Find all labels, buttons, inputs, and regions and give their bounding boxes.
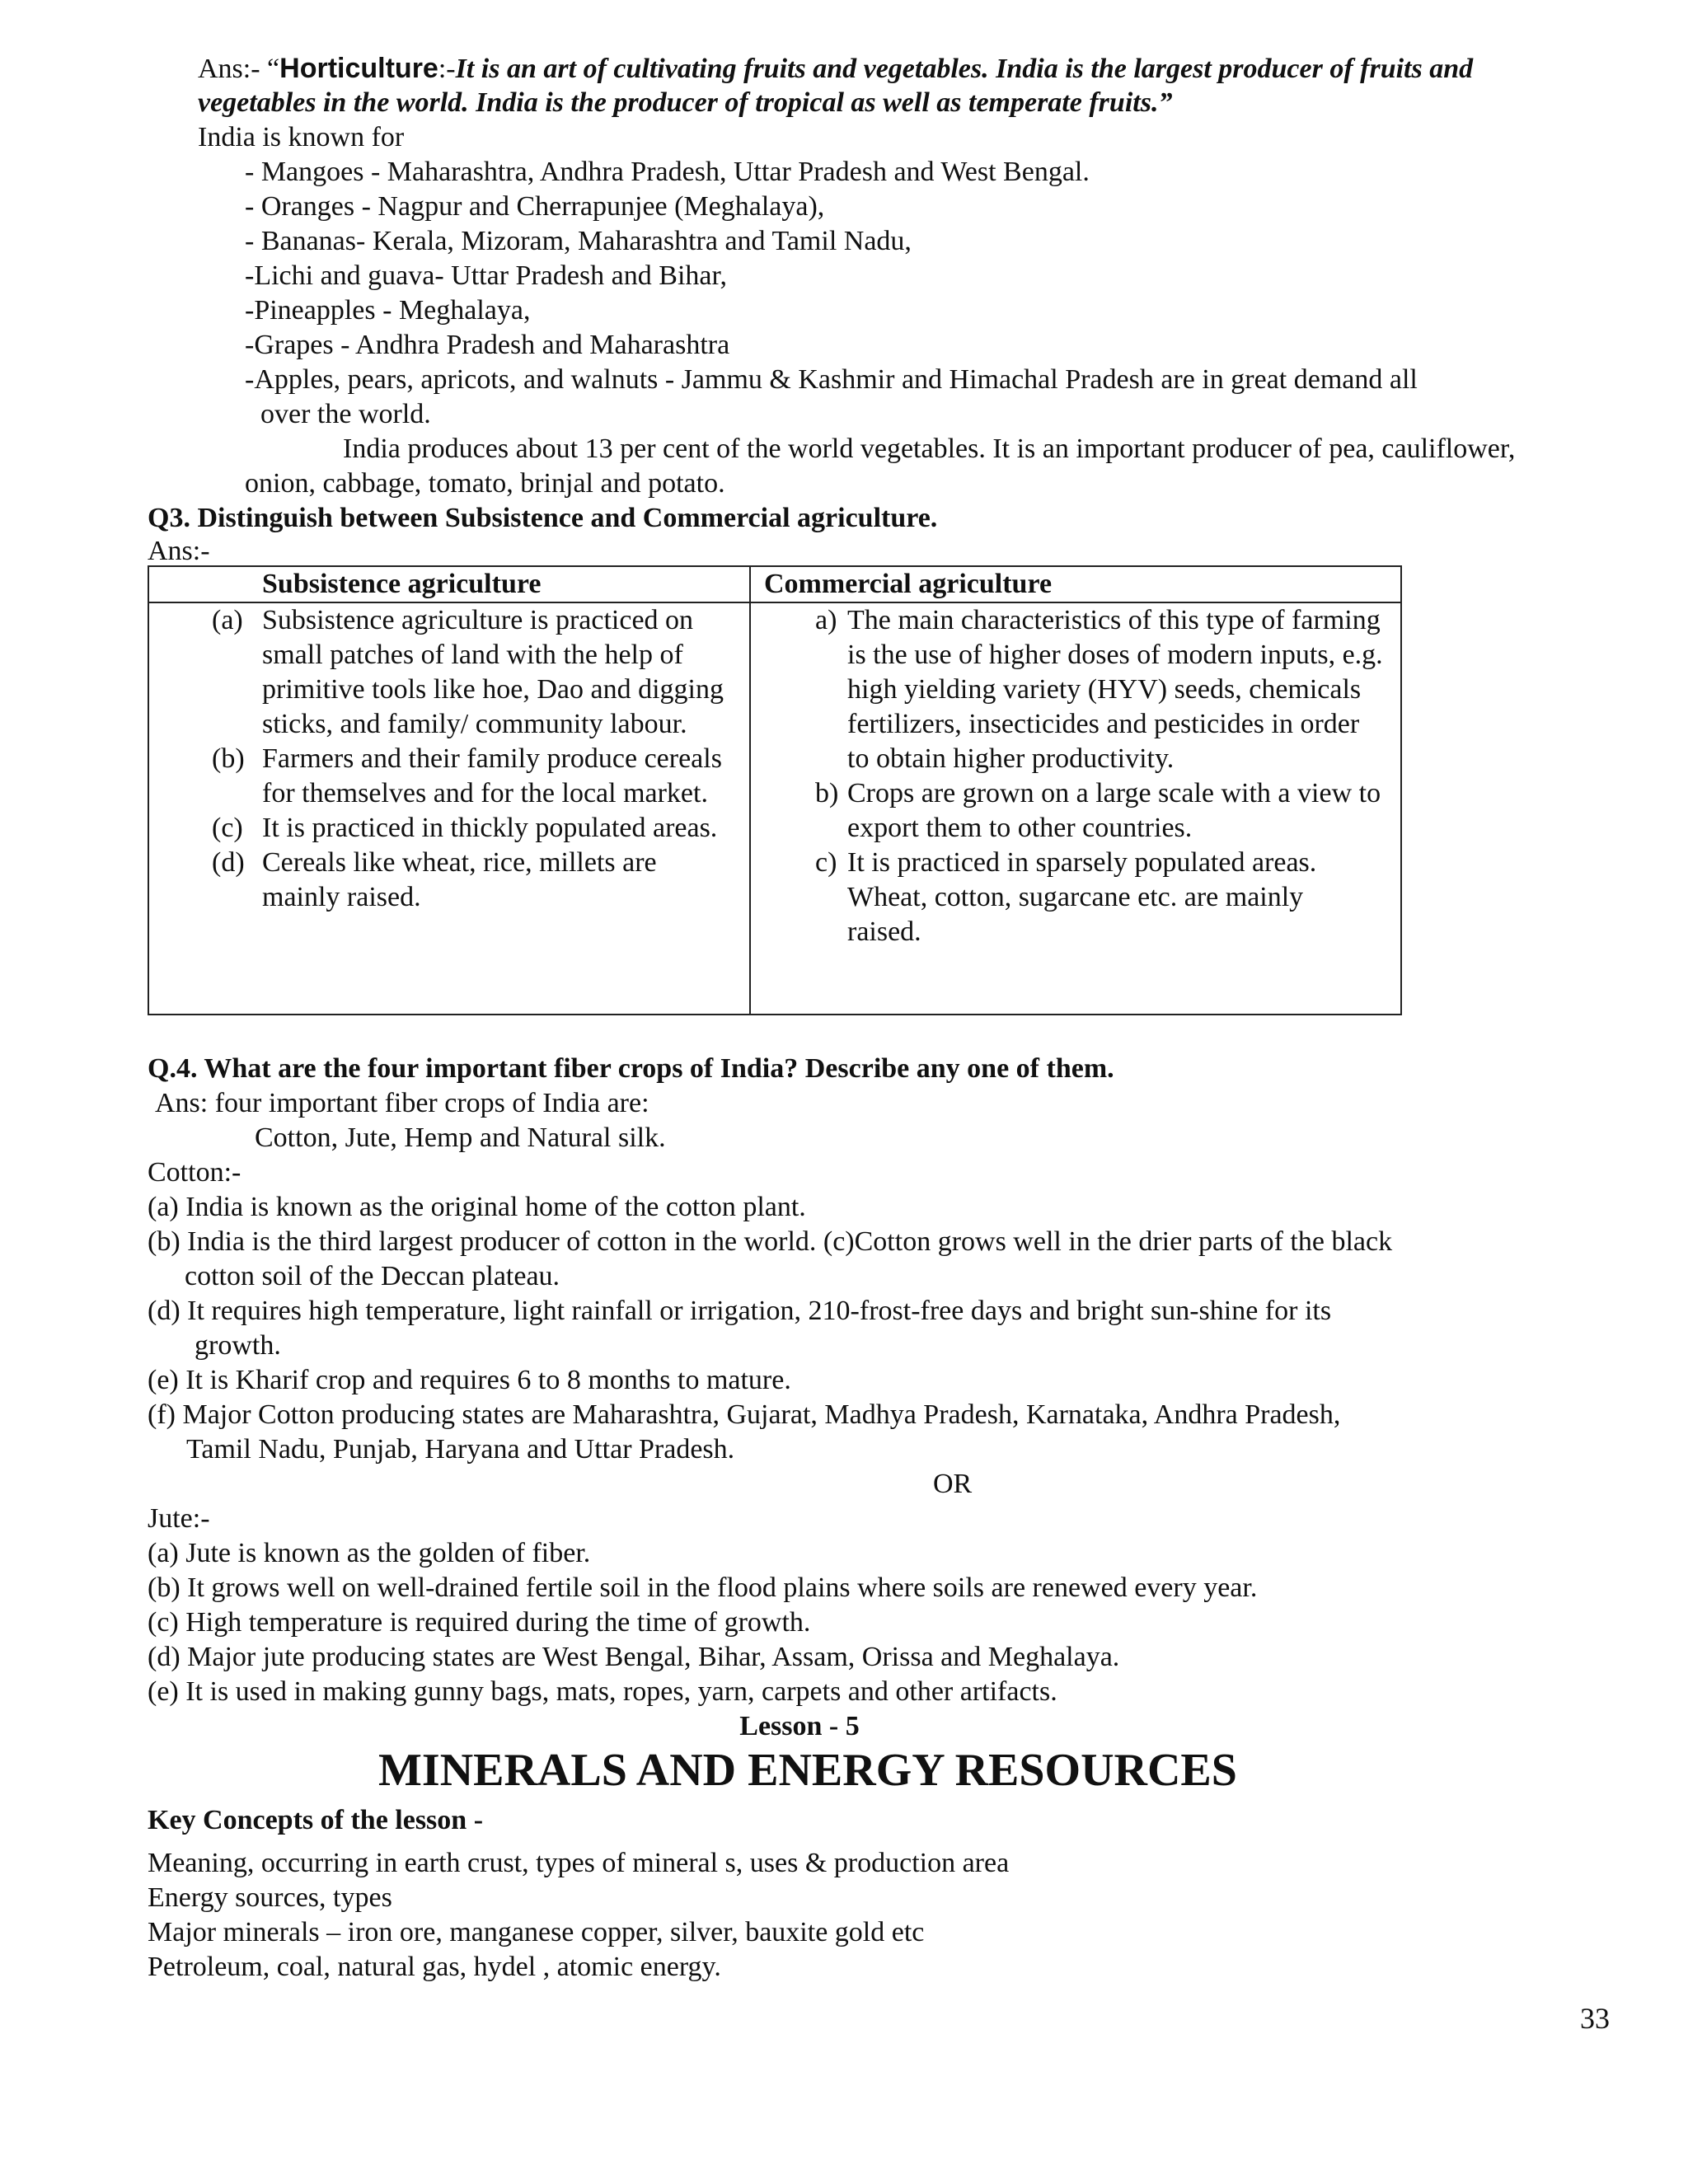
- subsistence-cell: [148, 602, 750, 1015]
- q3-question: Q3. Distinguish between Subsistence and Commercial agriculture.: [148, 503, 938, 533]
- concept-item: Petroleum, coal, natural gas, hydel , atomic energy.: [148, 1952, 721, 1982]
- list-item: a) The main characteristics of this type of farming is the use of higher doses of modern inputs, e.g. high yielding variety (HYV) seeds, chemicals fertilizers, insecticides and pesticides in order to obtain higher productivity.: [815, 605, 1383, 774]
- fruit-item-continued: over the world.: [260, 399, 431, 429]
- fruit-item: -Pineapples - Meghalaya,: [245, 295, 531, 326]
- list-item: b) Crops are grown on a large scale with a view to export them to other countries.: [815, 778, 1381, 843]
- commercial-header: Commercial agriculture: [750, 566, 1401, 602]
- jute-point: (b) It grows well on well-drained fertile soil in the flood plains where soils are renewed every year.: [148, 1572, 1258, 1603]
- fruit-item: - Bananas- Kerala, Mizoram, Maharashtra and Tamil Nadu,: [245, 226, 912, 256]
- cotton-point: (b) India is the third largest producer of cotton in the world. (c)Cotton grows well in the drier parts of the black: [148, 1226, 1393, 1257]
- jute-point: (e) It is used in making gunny bags, mats, ropes, yarn, carpets and other artifacts.: [148, 1676, 1057, 1707]
- concept-item: Energy sources, types: [148, 1882, 392, 1913]
- fruit-item: -Grapes - Andhra Pradesh and Maharashtra: [245, 330, 730, 360]
- or-separator: OR: [933, 1469, 973, 1499]
- jute-point: (d) Major jute producing states are West Bengal, Bihar, Assam, Orissa and Meghalaya.: [148, 1642, 1120, 1672]
- cotton-point: (a) India is known as the original home of the cotton plant.: [148, 1192, 806, 1222]
- known-for-intro: India is known for: [198, 122, 405, 152]
- cotton-point: (d) It requires high temperature, light rainfall or irrigation, 210-frost-free days and bright sun-shine for its: [148, 1296, 1332, 1326]
- list-item: (c) It is practiced in thickly populated areas.: [212, 813, 718, 843]
- vegetables-paragraph-line2: onion, cabbage, tomato, brinjal and potato.: [245, 468, 725, 499]
- q4-question: Q.4. What are the four important fiber crops of India? Describe any one of them.: [148, 1053, 1114, 1084]
- agriculture-comparison-table: [148, 565, 1402, 1015]
- q4-ans-intro: Ans: four important fiber crops of India are:: [155, 1088, 649, 1118]
- vegetables-paragraph-line1: India produces about 13 per cent of the world vegetables. It is an important producer of pea, cauliflower,: [343, 434, 1516, 464]
- list-item: (b) Farmers and their family produce cereals for themselves and for the local market.: [212, 743, 722, 808]
- cotton-point: (f) Major Cotton producing states are Maharashtra, Gujarat, Madhya Pradesh, Karnataka, Andhra Pradesh,: [148, 1399, 1341, 1430]
- list-item: (d) Cereals like wheat, rice, millets are mainly raised.: [212, 847, 657, 912]
- horticulture-definition-line2: vegetables in the world. India is the producer of tropical as well as temperate fruits.”: [198, 87, 1173, 118]
- horticulture-definition-line1: Ans:- “Horticulture:-It is an art of cultivating fruits and vegetables. India is the largest producer of fruits and: [198, 53, 1474, 84]
- fiber-crops-list: Cotton, Jute, Hemp and Natural silk.: [255, 1122, 666, 1153]
- fruit-item: -Apples, pears, apricots, and walnuts - Jammu & Kashmir and Himachal Pradesh are in great demand all: [245, 364, 1418, 395]
- fruit-item: - Oranges - Nagpur and Cherrapunjee (Meghalaya),: [245, 191, 825, 222]
- table-header-row: [148, 566, 1401, 602]
- fruit-item: -Lichi and guava- Uttar Pradesh and Bihar,: [245, 260, 727, 291]
- lesson-title: MINERALS AND ENERGY RESOURCES: [378, 1745, 1237, 1796]
- commercial-cell: [750, 602, 1401, 1015]
- fruit-item: - Mangoes - Maharashtra, Andhra Pradesh, Uttar Pradesh and West Bengal.: [245, 157, 1090, 187]
- cotton-point-continued: growth.: [195, 1330, 281, 1361]
- jute-heading: Jute:-: [148, 1503, 210, 1534]
- cotton-point-continued: Tamil Nadu, Punjab, Haryana and Uttar Pradesh.: [186, 1434, 735, 1465]
- subsistence-header: Subsistence agriculture: [148, 566, 750, 602]
- jute-point: (c) High temperature is required during the time of growth.: [148, 1607, 811, 1638]
- q3-ans-label: Ans:-: [148, 536, 210, 566]
- list-item: (a) Subsistence agriculture is practiced on small patches of land with the help of primitive tools like hoe, Dao and digging sticks, and family/ community labour.: [212, 605, 724, 739]
- cotton-point: (e) It is Kharif crop and requires 6 to 8 months to mature.: [148, 1365, 791, 1395]
- jute-point: (a) Jute is known as the golden of fiber.: [148, 1538, 591, 1568]
- key-concepts-heading: Key Concepts of the lesson -: [148, 1805, 484, 1835]
- cotton-heading: Cotton:-: [148, 1157, 241, 1188]
- concept-item: Major minerals – iron ore, manganese copper, silver, bauxite gold etc: [148, 1917, 925, 1947]
- list-item: c) It is practiced in sparsely populated areas. Wheat, cotton, sugarcane etc. are mainly raised.: [815, 847, 1317, 947]
- cotton-point-continued: cotton soil of the Deccan plateau.: [185, 1261, 560, 1291]
- lesson-number: Lesson - 5: [739, 1711, 860, 1741]
- concept-item: Meaning, occurring in earth crust, types of mineral s, uses & production area: [148, 1848, 1010, 1878]
- page-number: 33: [1580, 2002, 1610, 2035]
- table-row: [148, 602, 1401, 1015]
- horticulture-term: Horticulture: [279, 53, 438, 84]
